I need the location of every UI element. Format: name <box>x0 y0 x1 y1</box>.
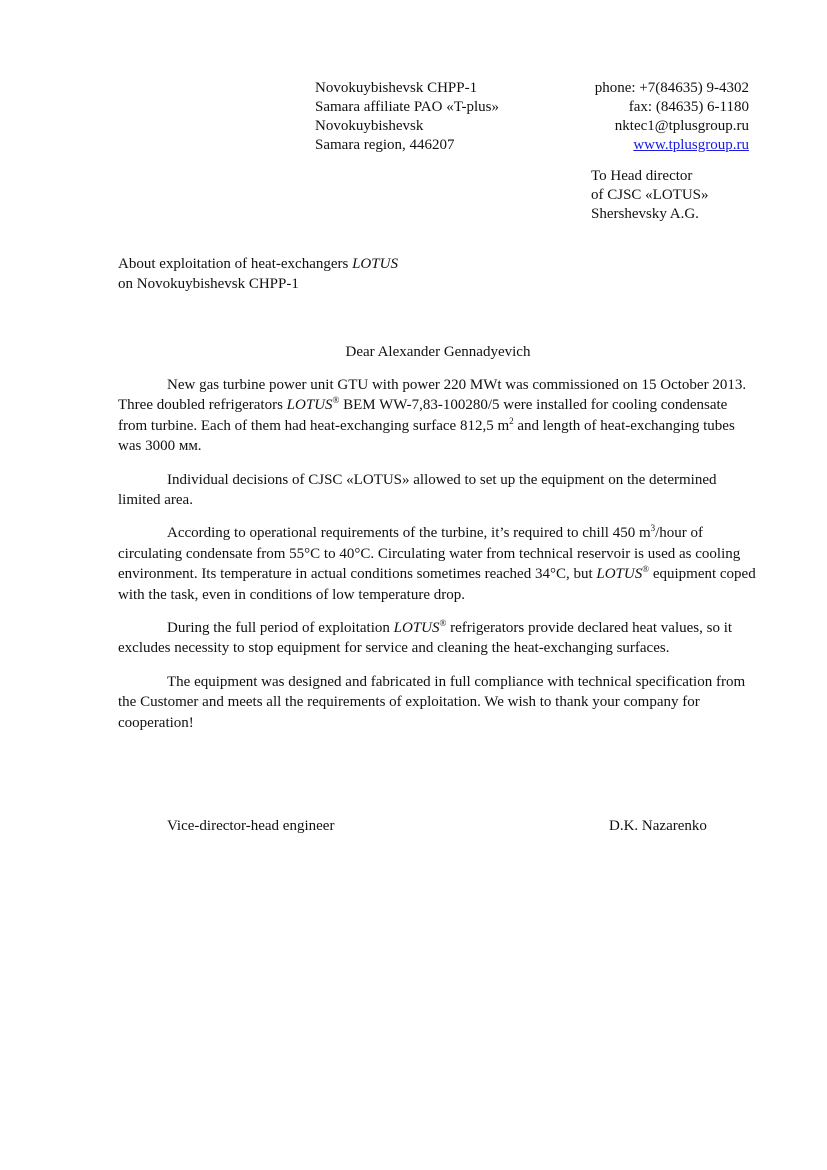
paragraph-requirements: According to operational requirements of the turbine, it’s required to chill 450 $m^3$/hour of circulating condensate from 55°C to 40°C. Circulating water from technical reservoir is used as cooling environment. Its temperature in actual conditions sometimes reached 34°C, but LOTUS® equipment coped with the task, even in conditions of low temperature drop. <box>118 523 756 603</box>
sender-contacts-block <box>560 79 749 155</box>
paragraph-commissioning: New gas turbine power unit GTU with power 220 MWt was commissioned on 15 October 2013. Three doubled refrigerators LOTUS® BEM WW-7,83-100280/5 were installed for cooling condensate from turbine. Each of them had heat-exchanging surface 812,5 $m^2$ and length of heat-exchanging tubes was 3000 мм. <box>118 377 747 455</box>
letter-greeting: Dear Alexander Gennadyevich <box>345 344 531 360</box>
brand-name: LOTUS <box>393 620 440 637</box>
paragraph-exploitation: During the full period of exploitation LOTUS® refrigerators provide declared heat values, so it excludes necessity to stop equipment for service and cleaning the heat-exchanging surfaces. <box>118 618 733 657</box>
sender-address-block <box>315 79 499 155</box>
recipient-name: Shershevsky A.G. <box>591 206 699 222</box>
letter-subject <box>118 254 398 294</box>
subject-line-1: About exploitation of heat-exchangers LOTUS <box>118 256 398 272</box>
signatory-name: D.K. Nazarenko <box>609 818 707 834</box>
paragraph-decisions: Individual decisions of CJSC «LOTUS» allowed to set up the equipment on the determined limited area. <box>118 471 717 509</box>
sender-region: Samara region, 446207 <box>315 137 455 153</box>
brand-name: LOTUS <box>352 256 398 272</box>
website-link[interactable]: www.tplusgroup.ru <box>633 137 749 153</box>
brand-name: LOTUS <box>286 397 333 414</box>
email-address: nktec1@tplusgroup.ru <box>614 118 749 134</box>
phone-number: phone: +7(84635) 9-4302 <box>594 80 749 96</box>
registered-mark: ® <box>439 618 447 629</box>
recipient-company: of CJSC «LOTUS» <box>591 187 709 203</box>
sender-org-name: Novokuybishevsk CHPP-1 <box>315 80 478 96</box>
registered-mark: ® <box>642 564 650 575</box>
sender-affiliate: Samara affiliate PAO «T-plus» <box>315 99 500 115</box>
superscript: 3 <box>650 523 656 534</box>
recipient-title: To Head director <box>591 168 693 184</box>
paragraph-thanks: The equipment was designed and fabricated in full compliance with technical specification from the Customer and meets all the requirements of exploitation. We wish to thank your company for cooperation! <box>118 673 746 731</box>
subject-line-2: on Novokuybishevsk CHPP-1 <box>118 276 299 292</box>
fax-number: fax: (84635) 6-1180 <box>628 99 749 115</box>
brand-name: LOTUS <box>596 566 643 583</box>
letter-body <box>118 375 760 746</box>
recipient-block <box>591 167 709 224</box>
superscript: 2 <box>509 415 514 426</box>
sender-city: Novokuybishevsk <box>315 118 424 134</box>
registered-mark: ® <box>332 395 340 406</box>
signatory-title: Vice-director-head engineer <box>167 818 335 834</box>
